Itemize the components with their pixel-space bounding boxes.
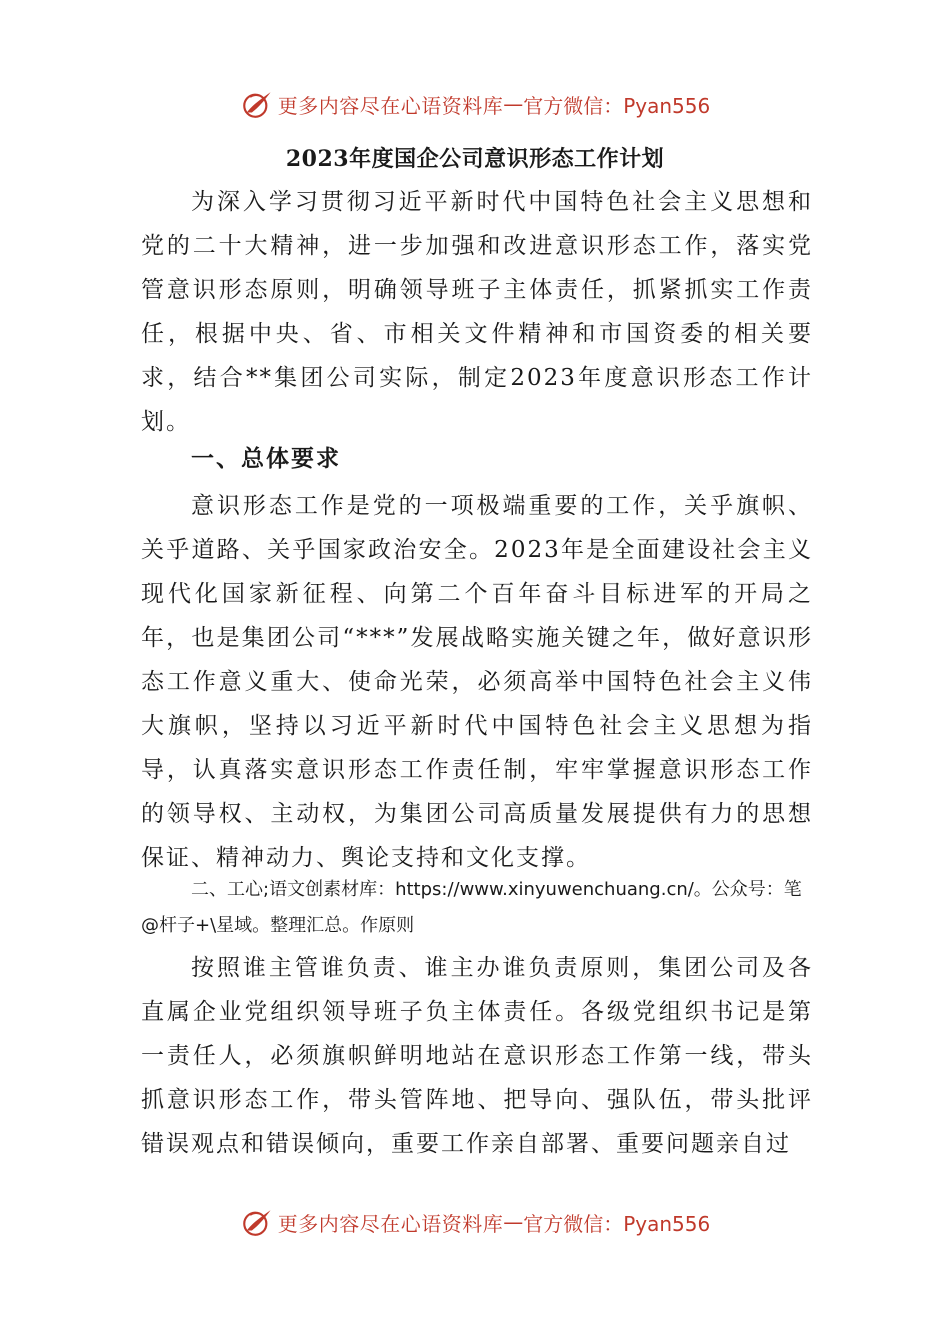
banner-text: 更多内容尽在心语资料库 xyxy=(277,93,504,118)
banner-wechat: 官方微信：Pyan556 xyxy=(523,93,711,118)
section-1-paragraph: 意识形态工作是党的一项极端重要的工作，关乎旗帜、关乎道路、关乎国家政治安全。2023年是全面建设社会主义现代化国家新征程、向第二个百年奋斗目标进军的开局之年，也是集团公司“***”发展战略实施关键之年，做好意识形态工作意义重大、使命光荣，必须高举中国特色社会主义伟大旗帜，坚持以习近平新时代中国特色社会主义思想为指导，认真落实意识形态工作责任制，牢牢掌握意识形态工作的领导权、主动权，为集团公司高质量发展提供有力的思想保证、精神动力、舆论支持和文化支撑。 xyxy=(141,493,813,871)
section-2-paragraph: 按照谁主管谁负责、谁主办谁负责原则，集团公司及各直属企业党组织领导班子负主体责任。各级党组织书记是第一责任人，必须旗帜鲜明地站在意识形态工作第一线，带头抓意识形态工作，带头管阵地、把导向、强队伍，带头批评错误观点和错误倾向，重要工作亲自部署、重要问题亲自过 xyxy=(141,955,813,1157)
banner-separator: — xyxy=(503,1210,524,1234)
section-heading-1: 一、总体要求 xyxy=(191,445,341,472)
footer-banner xyxy=(0,1202,950,1242)
banner-text: 更多内容尽在心语资料库 xyxy=(277,1211,504,1236)
pen-logo-icon xyxy=(240,1205,274,1239)
document-title: 2023年度国企公司意识形态工作计划 xyxy=(285,146,665,172)
intro-paragraph: 为深入学习贯彻习近平新时代中国特色社会主义思想和党的二十大精神，进一步加强和改进意识形态工作，落实党管意识形态原则，明确领导班子主体责任，抓紧抓实工作责任，根据中央、省、市相关文件精神和市国资委的相关要求，结合**集团公司实际，制定2023年度意识形态工作计划。 xyxy=(141,189,813,435)
pen-logo-icon xyxy=(240,87,274,121)
banner-wechat: 官方微信：Pyan556 xyxy=(523,1211,711,1236)
banner-separator: — xyxy=(503,92,524,116)
section-heading-2-watermarked: 二、工心;语文创素材库：https://www.xinyuwenchuang.cn/。公众号：笔@杆子+\星域。整理汇总。作原则 xyxy=(141,879,802,936)
header-banner xyxy=(0,84,950,124)
